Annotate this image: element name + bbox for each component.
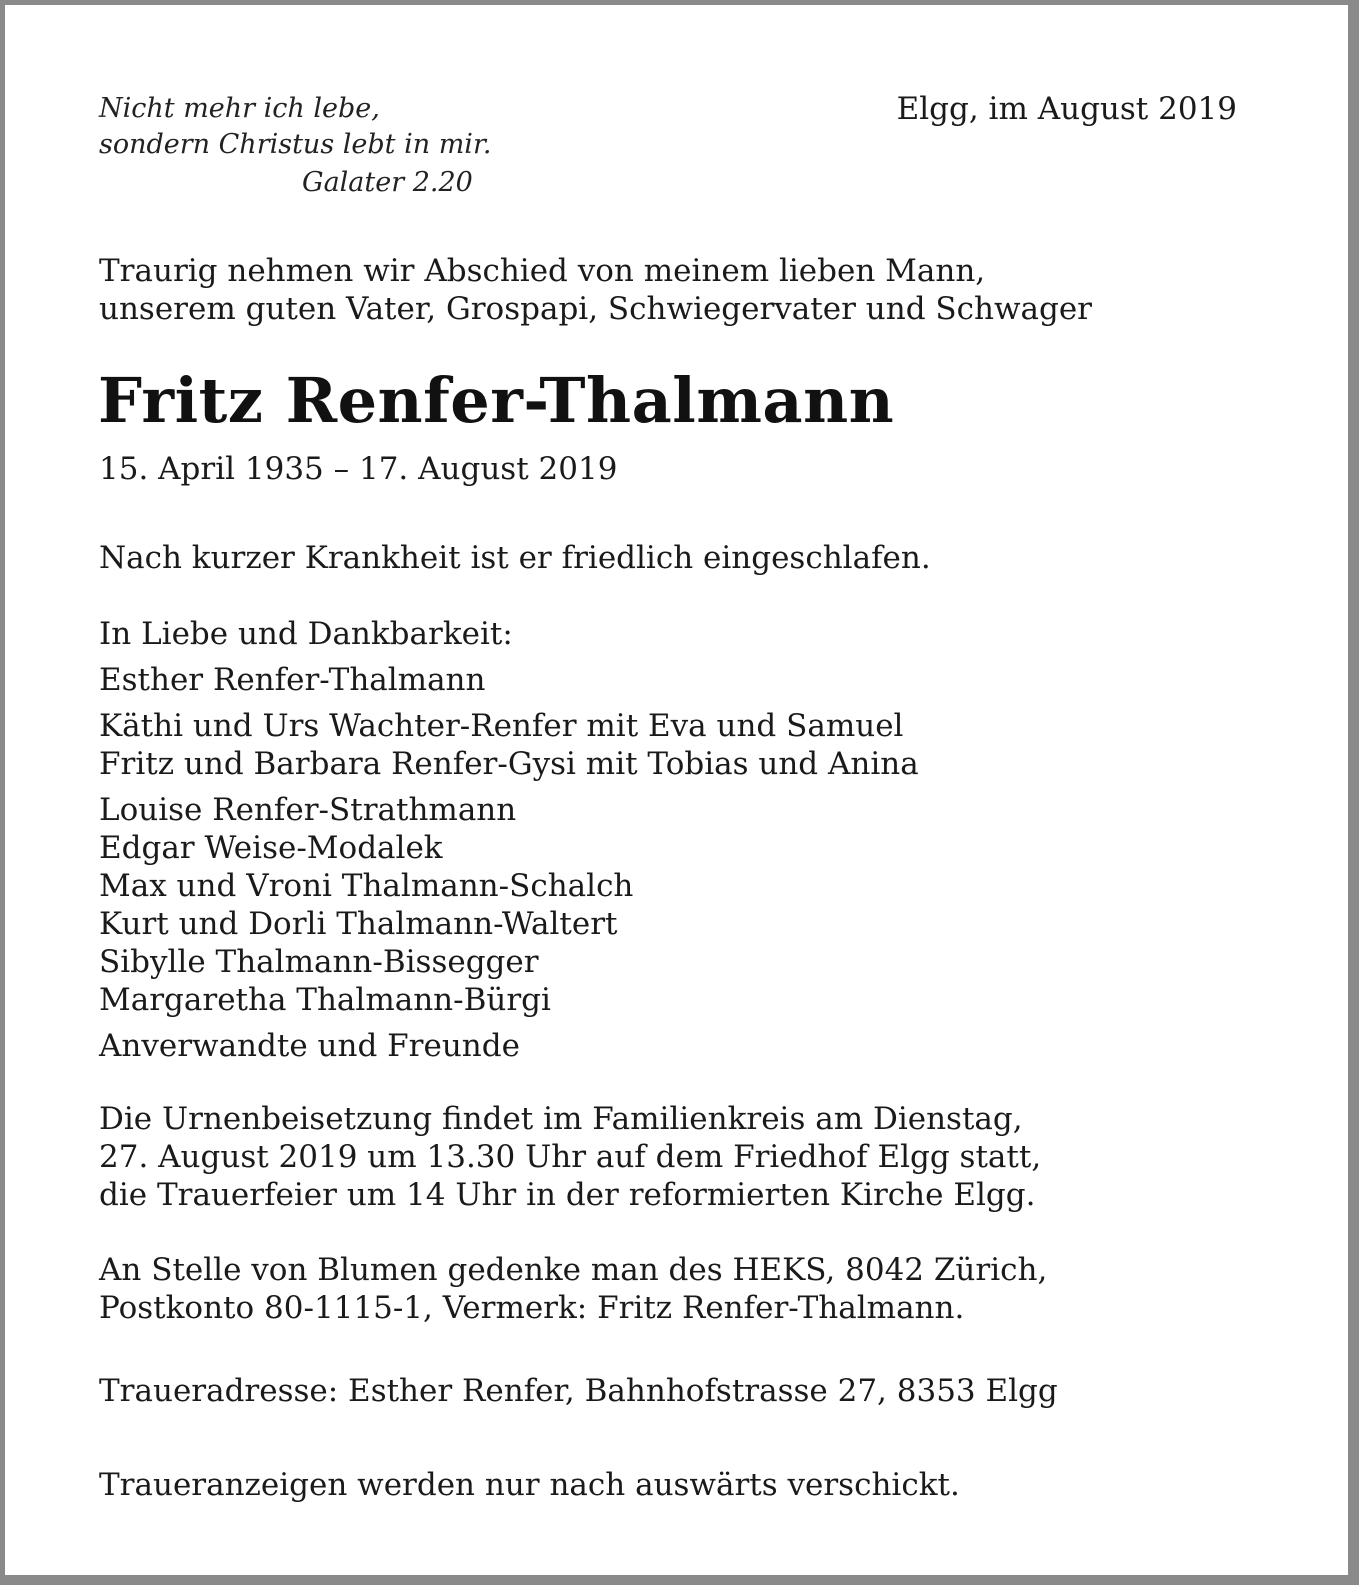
mourner-name: Anverwandte und Freunde (99, 1028, 520, 1064)
mourners-heading: In Liebe und Dankbarkeit: (99, 616, 513, 652)
mourner-name: Kurt und Dorli Thalmann-Waltert (99, 906, 618, 942)
bible-verse-line: Nicht mehr ich lebe, (99, 93, 380, 124)
mourner-group (99, 1027, 919, 1065)
mourner-name: Max und Vroni Thalmann-Schalch (99, 868, 634, 904)
mourning-address: Traueradresse: Esther Renfer, Bahnhofstrasse 27, 8353 Elgg (99, 1373, 1058, 1409)
ceremony-line: Die Urnenbeisetzung findet im Familienkreis am Dienstag, (99, 1101, 1023, 1137)
donation-line: An Stelle von Blumen gedenke man des HEKS, 8042 Zürich, (99, 1252, 1048, 1288)
intro-text (99, 252, 1092, 328)
ceremony-info (99, 1100, 1041, 1214)
mourner-group (99, 661, 919, 699)
place-date: Elgg, im August 2019 (896, 91, 1237, 127)
bible-verse-reference: Galater 2.20 (302, 167, 473, 198)
mourner-name: Edgar Weise-Modalek (99, 830, 443, 866)
deceased-name: Fritz Renfer-Thalmann (98, 364, 895, 437)
mourner-name: Käthi und Urs Wachter-Renfer mit Eva und Samuel (99, 708, 904, 744)
lifespan-dates: 15. April 1935 – 17. August 2019 (99, 451, 618, 487)
mourner-name: Louise Renfer-Strathmann (99, 792, 517, 828)
donation-info (99, 1251, 1047, 1327)
ceremony-line: 27. August 2019 um 13.30 Uhr auf dem Friedhof Elgg statt, (99, 1139, 1042, 1175)
mourners-list (99, 615, 919, 1073)
bible-verse (99, 91, 491, 201)
intro-line: Traurig nehmen wir Abschied von meinem lieben Mann, (99, 253, 986, 289)
mourner-group (99, 707, 919, 783)
intro-line: unserem guten Vater, Grospapi, Schwiegervater und Schwager (99, 291, 1092, 327)
ceremony-line: die Trauerfeier um 14 Uhr in der reformierten Kirche Elgg. (99, 1177, 1036, 1213)
mourner-name: Fritz und Barbara Renfer-Gysi mit Tobias und Anina (99, 746, 919, 782)
mourner-name: Esther Renfer-Thalmann (99, 662, 486, 698)
mourner-name: Sibylle Thalmann-Bissegger (99, 944, 539, 980)
donation-line: Postkonto 80-1115-1, Vermerk: Fritz Renfer-Thalmann. (99, 1290, 965, 1326)
farewell-text: Nach kurzer Krankheit ist er friedlich eingeschlafen. (99, 540, 931, 576)
notice-text: Traueranzeigen werden nur nach auswärts verschickt. (99, 1467, 960, 1503)
mourner-name: Margaretha Thalmann-Bürgi (99, 982, 551, 1018)
mourner-group (99, 791, 919, 1019)
bible-verse-line: sondern Christus lebt in mir. (99, 129, 492, 160)
